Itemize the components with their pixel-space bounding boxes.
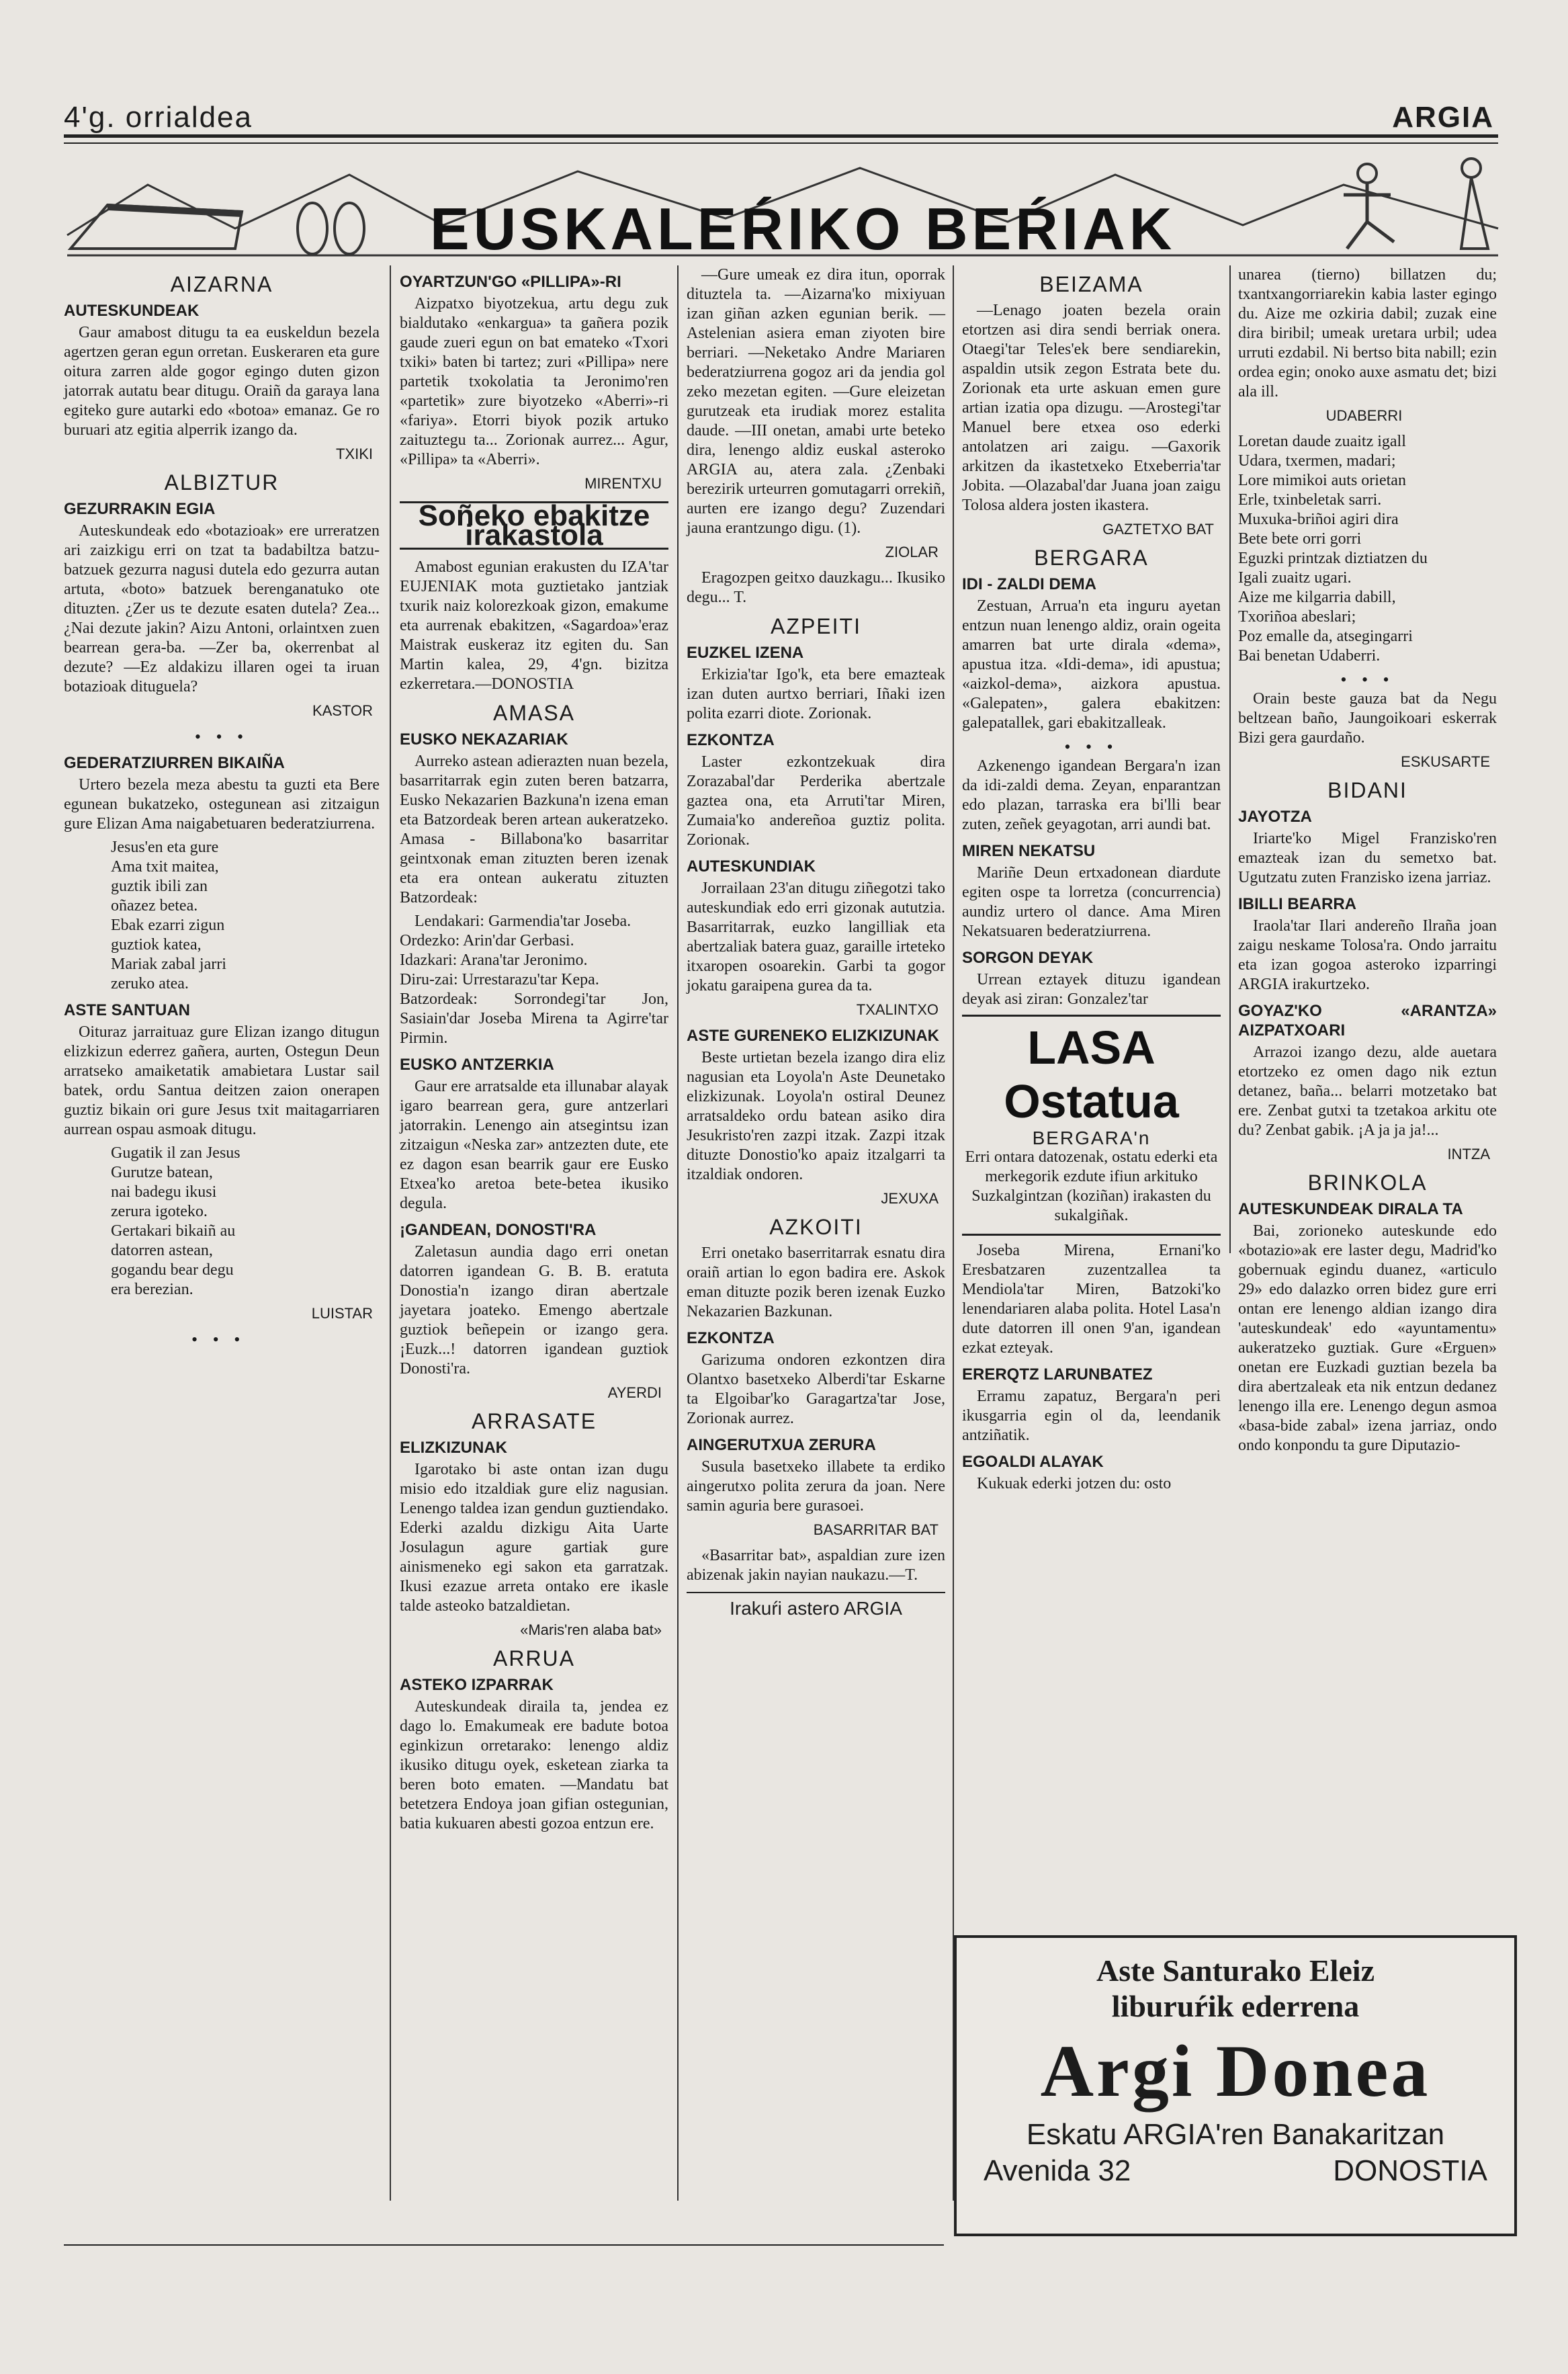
signature: TXALINTXO: [856, 1001, 939, 1018]
masthead-argia: ARGIA: [1392, 101, 1494, 134]
separator-stars: • • •: [1064, 737, 1119, 757]
article-text: Erri onetako baserritarrak esnatu dira oraiñ artian lo egon badira ere. Askok eman dituzte pozik beren izenak Euzko Nekazarien Bazkunan.: [687, 1244, 945, 1320]
committee-list: Lendakari: Garmendia'tar Joseba. Ordezko: Arin'dar Gerbasi. Idazkari: Arana'tar Jeronimo. Diru-zai: Urrestarazu'tar Kepa. Batzordeak: Sorrondegi'tar Jon, Sasiain'dar Joseba Mirena ta Agirre'tar Pirmin.: [400, 913, 668, 1047]
article-text: Bai, zorioneko auteskunde edo «botazio»ak ere laster degu, Madrid'ko gobernuak egindu duanez, «articulo 29» edo dalazko orren bidez gure erri ontan ere lenengo aldian izango dira 'auteskundeak' edo «ayuntamentu» aukeratzeko guztiak. Gure «Erguen» onetan ere Euzkadi guztian bezela ba dira abertzaleak eta nik entzun dedanez lenengo illa ere. Lenengo degun asmoa «basa-bide zabal» izena jarriaz, ondo ondo konpondu ta gure Diputazio-: [1238, 1222, 1497, 1454]
ad-line-1: Aste Santurako Eleiz: [1096, 1953, 1375, 1988]
article-text: Erkizia'tar Igo'k, eta bere emazteak izan duten aurtxo berriari, Iñaki izen polita ezarri diote. Zorionak.: [687, 666, 945, 722]
article-text: Aurreko astean adierazten nuan bezela, basarritarrak egin zuten beren batzarra, Eusko Nekazarien Bazkuna'n izena eman eta Batzordeak beren artean aukeratzeko. Amasa - Billabona'ko basarritar geintxonak eman zituzten beren izenak eta era ontean aukeratu zituzten Batzordeak:: [400, 753, 668, 906]
section-subtitle: GEDERATZIURREN BIKAIÑA: [64, 754, 285, 772]
section-title: AMASA: [492, 701, 576, 725]
signature: MIRENTXU: [584, 475, 662, 492]
poem: Loretan daude zuaitz igall Udara, txermen, madari; Lore mimikoi auts orietan Erle, txinbeletak sarri. Muxuka-briñoi agiri dira Bete bete orri gorri Eguzki printzak diztiatzen du Igali zuaitz ugari. Aize me kilgarria dabill, Txoriñoa abeslari; Poz emalle da, atsegingarri Bai benetan Udaberri.: [1238, 433, 1428, 665]
section-title: AZKOITI: [769, 1215, 863, 1239]
section-subtitle: MIREN NEKATSU: [962, 842, 1096, 860]
article-text: Beste urtietan bezela izango dira eliz nagusian eta Loyola'n Aste Deunetako elizkizunak. Loyola'n ostiral Deunez arratsaldeko ordu batean asiko dira Jesukristo'ren zazpi itzak. Zazpi itzak dituzte Donostio'ko apaiz itzalgarri ta itzaldiak ondoren.: [687, 1049, 945, 1183]
woman-figure-icon: [1462, 159, 1481, 177]
article-text: Oituraz jarraituaz gure Elizan izango ditugun elizkizun ederrez gañera, aurten, Ostegun Deun arratseko amaiketatik amabietara Lustar sail batek, ordu Santua deitzen zaion onerapen guztiz bikain ori gure Jesus txit maitagarriaren aurrean ospau asmoak ditugu.: [64, 1023, 380, 1138]
section-subtitle: AUTESKUNDEAK DIRALA TA: [1238, 1200, 1463, 1218]
header-rule: [64, 134, 1498, 138]
section-subtitle: EUSKO ANTZERKIA: [400, 1056, 554, 1074]
section-title: ARRASATE: [471, 1409, 597, 1433]
article-text: Susula basetxeko illabete ta erdiko aingerutxo polita zerura da joan. Nere samin aguria bere gurasoei.: [687, 1458, 945, 1515]
article-text: Igarotako bi aste ontan izan dugu misio edo itzaldiak gure eliz nagusian. Lenengo taldea izan gendun guztiendako. Ederki azaldu dizkigu Aita Uarte Josulagun agure gartiak gure ainismeneko egi sakon eta garratzak. Ikusi ezazue arreta ontako ere ikasle talde asteoko batzaldietan.: [400, 1461, 668, 1615]
article-text: —Lenago joaten bezela orain etortzen asi dira sendi berriak onera. Otaegi'tar Teles'ek bere sendiarekin, aspaldin utsik zegon Estrata bete du. Zorionak eta urte askuan emen gure artian izatia opa dizugu. —Arostegi'tar Manuel bere etxea oso ederki antolatzen ari zaigu. —Gaxorik arkitzen da ikastetxeko Etxeberria'tar Jobita. —Olazabal'dar Juana joan zaigu Tolosa aldera josten ikastera.: [962, 302, 1221, 514]
article-text: Mariñe Deun ertxadonean diardute egiten ospe ta lorretza (concurrencia) aundiz urtero ol dance. Ama Miren Nekatsuaren bederatziurrena.: [962, 864, 1221, 940]
section-subtitle: EGOALDI ALAYAK: [962, 1453, 1104, 1471]
ad-address-row: [957, 2152, 1514, 2188]
signature: INTZA: [1447, 1146, 1490, 1162]
section-subtitle: EUZKEL IZENA: [687, 644, 804, 662]
section-subtitle: ¡GANDEAN, DONOSTI'RA: [400, 1221, 597, 1239]
section-subtitle: IDI - ZALDI DEMA: [962, 575, 1096, 593]
section-title: ARRUA: [492, 1646, 575, 1670]
header-rule-thin: [64, 142, 1498, 144]
woman-body-icon: [1461, 177, 1488, 249]
ad-city: DONOSTIA: [1333, 2154, 1487, 2187]
section-subtitle: ASTEKO IZPARRAK: [400, 1676, 554, 1694]
section-subtitle: JAYOTZA: [1238, 808, 1312, 826]
section-title: AIZARNA: [170, 272, 273, 296]
article-text: Orain beste gauza bat da Negu beltzean baño, Jaungoikoari eskerrak Bizi gera gaurdaño.: [1238, 690, 1497, 747]
section-title: BRINKOLA: [1307, 1171, 1428, 1195]
article-text: Kukuak ederki jotzen du: osto: [977, 1475, 1172, 1492]
section-title: BEIZAMA: [1039, 272, 1143, 296]
lasa-ad-text: Erri ontara datozenak, ostatu ederki eta merkegorik ezdute ifiun arkituko Suzkalgintzan (koziñan) irakasten du sukalgiñak.: [965, 1148, 1218, 1224]
section-subtitle: AUTESKUNDEAK: [64, 302, 200, 320]
dancer-body-icon: [1344, 183, 1394, 249]
farmhouse-roof-icon: [107, 207, 242, 214]
ad-title: Argi Donea: [1040, 2030, 1431, 2112]
ad-text: Amabost egunian erakusten du IZA'tar EUJENIAK mota guztietako jantziak txurik naiz kolorezkoak gizon, emakume eta aurrenak ebakitzen, «Sagardoa»'eraz Maistrak euskeraz itz egiten du. San Martin kalea, 29, 4'gn. bizitza ezkerretara.—DONOSTIA: [400, 558, 668, 693]
ad-title: Soñeko ebakitze irakastola: [400, 501, 668, 550]
section-title: BERGARA: [1034, 546, 1149, 570]
page-number: 4'g. orrialdea: [64, 101, 253, 134]
ad-address: Avenida 32: [984, 2154, 1131, 2187]
banner-title: EUSKALEŔIKO BEŔIAK: [430, 196, 1176, 262]
column-2: [400, 265, 668, 1838]
signature: «Maris'ren alaba bat»: [520, 1621, 662, 1638]
signature: JEXUXA: [881, 1190, 939, 1207]
separator-stars: • • •: [1340, 670, 1395, 689]
signature: AYERDI: [607, 1384, 662, 1401]
section-subtitle: GOYAZ'KO «ARANTZA» AIZPATXOARI: [1238, 1002, 1497, 1040]
column-rule: [677, 265, 679, 2201]
lasa-ad-title: LASA Ostatua: [1004, 1021, 1179, 1128]
ad-line-3: Eskatu ARGIA'ren Banakaritzan: [1026, 2118, 1445, 2151]
article-text: Arrazoi izango dezu, alde auetara etortzeko ez omen dago nik eztun detanez, baña... belarri motzetako bat ere. Zenbat gutxi ta tzetakoa arkitu ote du? Zenbat gabik. ¡A ja ja ja!...: [1238, 1044, 1497, 1139]
article-text: Erramu zapatuz, Bergara'n peri ikusgarria egin ol da, leendanik antziñatik.: [962, 1388, 1221, 1444]
signature: UDABERRI: [1325, 407, 1403, 424]
editor-note: «Basarritar bat», aspaldian zure izen abizenak jakin nayian naukazu.—T.: [687, 1547, 945, 1584]
lasa-ad-place: BERGARA'n: [1032, 1128, 1151, 1148]
signature: BASARRITAR BAT: [813, 1521, 939, 1538]
section-subtitle: ASTE GURENEKO ELIZKIZUNAK: [687, 1027, 940, 1045]
column-4: [962, 265, 1221, 1498]
section-subtitle: SORGON DEYAK: [962, 949, 1094, 967]
article-text: Auteskundeak edo «botazioak» ere urreratzen ari zaizkigu erri on tzat ta badabiltza batzu-batzuek gezurra nagusi dutela edo gezurra autan artuta, «boto» batzuek berenganatuko ote dituzten. ¿Zer us te dezute esaten dutela? Zea... ¿Nai dezute jakin? Aizu Antoni, orlaintxen zuen bearrean gera-ba. —Zer ba, okerrenbat al dezute? —Ez aldakizu illaren ogei ta iruan botazioak dituguela?: [64, 522, 380, 695]
dancer-figure-icon: [1358, 164, 1377, 183]
signature: ESKUSARTE: [1401, 753, 1490, 770]
signature: GAZTETXO BAT: [1102, 521, 1214, 538]
section-subtitle: GEZURRAKIN EGIA: [64, 500, 216, 518]
article-text: Urtero bezela meza abestu ta guzti eta Bere egunean bukatzeko, ostegunean asi zitzaigun gure Elizan Ama naigabetuaren bederatziurrena.: [64, 776, 380, 833]
column-rule: [1229, 265, 1231, 1253]
article-text: Zaletasun aundia dago erri onetan datorren igandean G. B. B. eratuta Donostia'n izango diran abertzale jayetara joateko. Emengo abertzale guztiok beñepein or izango gera. ¡Euzk...! datorren igandean guztiok Donosti'ra.: [400, 1243, 668, 1377]
section-subtitle: EZKONTZA: [687, 1329, 775, 1347]
editor-note: Eragozpen geitxo dauzkagu... Ikusiko degu... T.: [687, 569, 945, 606]
column-1: [64, 265, 380, 1349]
promo-line: Irakuŕi astero ARGIA: [687, 1592, 945, 1618]
poem: Gugatik il zan Jesus Gurutze batean, nai badegu ikusi zerura igoteko. Gertakari bikaiñ au datorren astean, gogandu bear degu era berezian.: [111, 1144, 241, 1298]
article-text: Azkenengo igandean Bergara'n izan da idi-zaldi dema. Zeyan, enparantzan edo plazan, tarraska era bi'lli bear zuten, zeñek geyagotan, arri aundi bat.: [962, 757, 1221, 833]
article-text: Aizpatxo biyotzekua, artu degu zuk bialdutako «enkargua» ta gañera pozik gaude zueri egun on bat emateko «Txori txiki» baten bi tartez; zuri «Pillipa» nere partetik txokolatia ta Jeronimo'ren «partetik» zure biyotzeko «Aberri»-ri «fariya». Etorri biyok pozik artuko zaituztegu ta... Zorionak aurrez... Agur, «Pillipa» ta «Aberri».: [400, 295, 668, 468]
signature: LUISTAR: [311, 1305, 373, 1322]
column-rule: [953, 265, 954, 2201]
section-title: AZPEITI: [771, 614, 861, 638]
article-text: Auteskundeak diraila ta, jendea ez dago lo. Emakumeak ere badute botoa eginkizun orretarako: lenengo aldiz ikusiko ditugu oyek, esketean ziarka ta beren boto ematen. —Mandatu bat betetzera Endoya joan gifian ostegunian, batia kukuaren abesti gozoa entzun ere.: [400, 1698, 668, 1832]
section-subtitle: OYARTZUN'GO «PILLIPA»-RI: [400, 273, 621, 291]
article-text: unarea (tierno) billatzen du; txantxangorriarekin kabia laster egingo du. Aize me ozkiria dabil; zuzak eine dira biribil; umeak uretara urbil; udea urruti ezdabil. Ni bertso bita nabill; ezin ordea egin; onoko auxe asmatu det; bizi ala ill.: [1238, 266, 1497, 400]
section-title: ALBIZTUR: [164, 470, 279, 495]
footer-rule: [64, 2244, 944, 2246]
article-text: Garizuma ondoren ezkontzen dira Olantxo basetxeko Alberdi'tar Eskarne ta Elgoibar'ko Garagartza'tar Jose, Zorionak aurrez.: [687, 1351, 945, 1427]
article-text: —Gure umeak ez dira itun, oporrak dituztela ta. —Aizarna'ko mixiyuan izan giñan azken egunian berik. —Astelenian asiera eman ziyoten bire berriari. —Neketako Andre Mariaren bederatziurrena gogoz ari da jendia gol zeko mezetan egiten. —Gure eleizetan gurutzeak eta irudiak morez estalita daude. —III onetan, amabi urte beteko dira, lenengo aldiz euskal asteroko ARGIA au, atera zala. ¿Zenbaki berezirik urteurren gomutagarri orrekiñ, aurten ere izango degu? Zuzendari jauna erantzungo digu. (1).: [687, 266, 945, 537]
column-5: [1238, 265, 1497, 1454]
article-text: Laster ezkontzekuak dira Zorazabal'dar Perderika abertzale gaztea ona, eta Arruti'tar Miren, Zumaia'ko andereñoa guztiz polita. Zorionak.: [687, 753, 945, 849]
article-text: Iraola'tar Ilari andereño Ilraña joan zaigu neskame Tolosa'ra. Ondo jarraitu eta izan gogoa asteroko izparringi ARGIA irakurtzeko.: [1238, 917, 1497, 993]
section-subtitle: AINGERUTXUA ZERURA: [687, 1436, 876, 1454]
separator-stars: • • •: [191, 1330, 246, 1349]
signature: ZIOLAR: [885, 544, 939, 560]
haystack-icon: [298, 203, 327, 254]
signature: KASTOR: [312, 702, 373, 719]
section-subtitle: AUTESKUNDIAK: [687, 857, 816, 876]
separator-stars: • • •: [194, 727, 249, 747]
column-rule: [390, 265, 391, 2201]
section-subtitle: ELIZKIZUNAK: [400, 1439, 507, 1457]
section-subtitle: EUSKO NEKAZARIAK: [400, 730, 568, 749]
article-text: Gaur ere arratsalde eta illunabar alayak igaro bearrean gera, gure antzerlari jatorrakin. Lenengo ain atsegintsu izan zitzaigun «Neska zar» antzezten dute, ete ez dagon esan bearrik gaur ere Eusko Etxea'ko aretoa bete-betea ikusiko degula.: [400, 1078, 668, 1212]
haystack-icon-2: [335, 203, 364, 254]
section-subtitle: IBILLI BEARRA: [1238, 895, 1356, 913]
column-3: [687, 265, 945, 1618]
section-title: BIDANI: [1327, 778, 1407, 802]
article-text: Iriarte'ko Migel Franzisko'ren emazteak izan du semetxo bat. Ugutzatu zuten Franzisko izena jarriaz.: [1238, 830, 1497, 886]
argi-donea-ad: [954, 1935, 1517, 2236]
article-text: Urrean eztayek dituzu igandean deyak asi ziran: Gonzalez'tar: [962, 971, 1221, 1008]
lasa-ad: [962, 1015, 1221, 1236]
article-text: Gaur amabost ditugu ta ea euskeldun bezela agertzen geran egun orretan. Euskeraren eta gure oitura zarren alde gogor egingo duten gizon jatorrak autatu bear ditugu. Oraiñ da garaya lana egiteko gure autarki edo «botoa» emanaz. Ge ro buruari atz egitia alperrik izango da.: [64, 324, 380, 439]
article-text: Jorrailaan 23'an ditugu ziñegotzi tako auteskundiak edo erri gizonak aututzia. Basarritarrak, euzko langilliak eta abertzaliak batera guaz, garaille irteteko itxaropen osoarekin. Garbi ta gogor jokatu garaipena gurea da ta.: [687, 880, 945, 994]
article-text: Zestuan, Arrua'n eta inguru ayetan entzun nuan lenengo aldiz, orain ogeita amarren bat urte dirala «dema», apustua itza. «Idi-dema», idi apustua; «aizkol-dema», aizkora apustua. «Galepaten», galera ebakitzen: galepatallek, gari ebakitzalleak.: [962, 597, 1221, 732]
section-subtitle: EZKONTZA: [687, 731, 775, 749]
section-subtitle: ASTE SANTUAN: [64, 1001, 191, 1019]
signature: TXIKI: [335, 446, 373, 462]
ad-line-2: liburuŕik ederrena: [1111, 1989, 1360, 2023]
section-subtitle: ERERQTZ LARUNBATEZ: [962, 1365, 1153, 1384]
article-text: Joseba Mirena, Ernani'ko Eresbatzaren zuzentzallea ta Mendiola'tar Miren, Batzoki'ko lenendariaren alaba polita. Hotel Lasa'n dute datorren ill onen 9'an, igandean ezkat ezteyak.: [962, 1242, 1221, 1357]
poem: Jesus'en eta gure Ama txit maitea, guztik ibili zan oñazez betea. Ebak ezarri zigun guztiok katea, Mariak zabal jarri zeruko atea.: [111, 839, 226, 992]
